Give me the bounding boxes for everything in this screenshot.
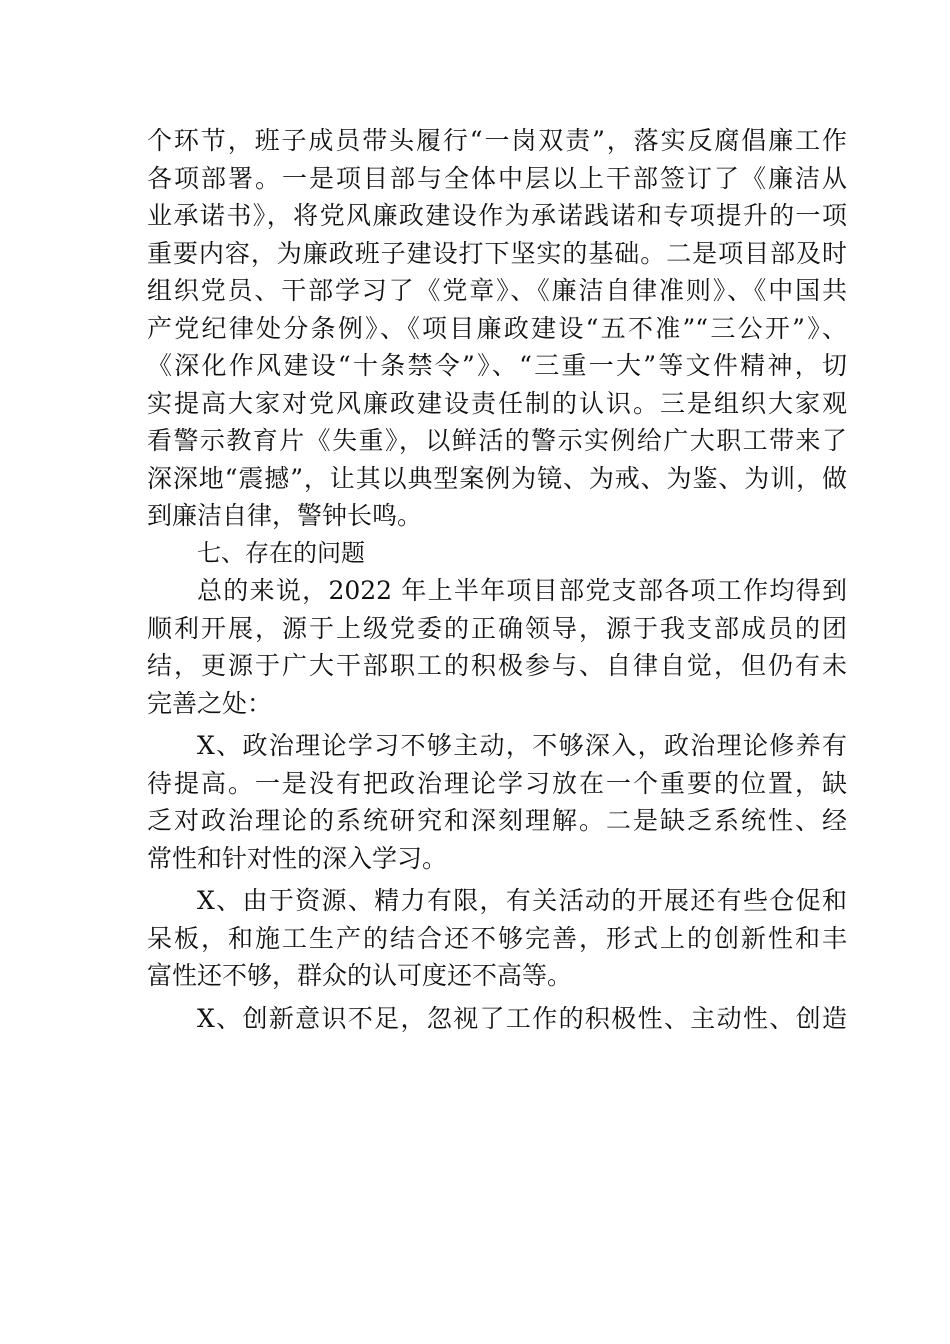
paragraph-line: 富性还不够，群众的认可度还不高等。 (147, 961, 573, 990)
paragraph-line: 看警示教育片《失重》，以鲜活的警示实例给广大职工带来了 (147, 426, 847, 455)
paragraph-line: 业承诺书》，将党风廉政建设作为承诺践诺和专项提升的一项 (147, 201, 847, 230)
paragraph-line: 总的来说，2022 年上半年项目部党支部各项工作均得到 (197, 576, 847, 605)
paragraph-line: 呆板，和施工生产的结合还不够完善，形式上的创新性和丰 (147, 923, 847, 953)
paragraph-line: X、政治理论学习不够主动，不够深入，政治理论修养有 (197, 731, 847, 760)
paragraph-line: 常性和针对性的深入学习。 (147, 843, 448, 873)
paragraph-line: X、由于资源、精力有限，有关活动的开展还有些仓促和 (197, 886, 847, 915)
document-body (147, 122, 847, 1037)
paragraph-line: 重要内容，为廉政班子建设打下坚实的基础。二是项目部及时 (147, 238, 847, 268)
paragraph-line: 待提高。一是没有把政治理论学习放在一个重要的位置，缺 (147, 768, 847, 798)
paragraph-line: 产党纪律处分条例》、《项目廉政建设“五不准”“三公开”》、 (147, 313, 847, 343)
paragraph-line: 顺利开展，源于上级党委的正确领导，源于我支部成员的团 (147, 613, 847, 643)
paragraph-line: 个环节，班子成员带头履行“一岗双责”，落实反腐倡廉工作 (147, 126, 847, 155)
paragraph-line: 深深地“震撼”，让其以典型案例为镜、为戒、为鉴、为训，做 (147, 463, 847, 493)
paragraph-line: 结，更源于广大干部职工的积极参与、自律自觉，但仍有未 (147, 651, 847, 680)
paragraph-line: 到廉洁自律，警钟长鸣。 (147, 501, 423, 530)
paragraph-line: 《深化作风建设“十条禁令”》、“三重一大”等文件精神，切 (147, 351, 847, 380)
paragraph-line: 完善之处： (147, 688, 273, 718)
paragraph-line: 组织党员、干部学习了《党章》、《廉洁自律准则》、《中国共 (147, 276, 847, 305)
paragraph-line: X、创新意识不足，忽视了工作的积极性、主动性、创造 (197, 1003, 847, 1033)
paragraph-line: 乏对政治理论的系统研究和深刻理解。二是缺乏系统性、经 (147, 806, 847, 835)
paragraph-line: 实提高大家对党风廉政建设责任制的认识。三是组织大家观 (147, 388, 847, 418)
section-heading: 七、存在的问题 (197, 538, 365, 567)
paragraph-line: 各项部署。一是项目部与全体中层以上干部签订了《廉洁从 (147, 163, 847, 193)
